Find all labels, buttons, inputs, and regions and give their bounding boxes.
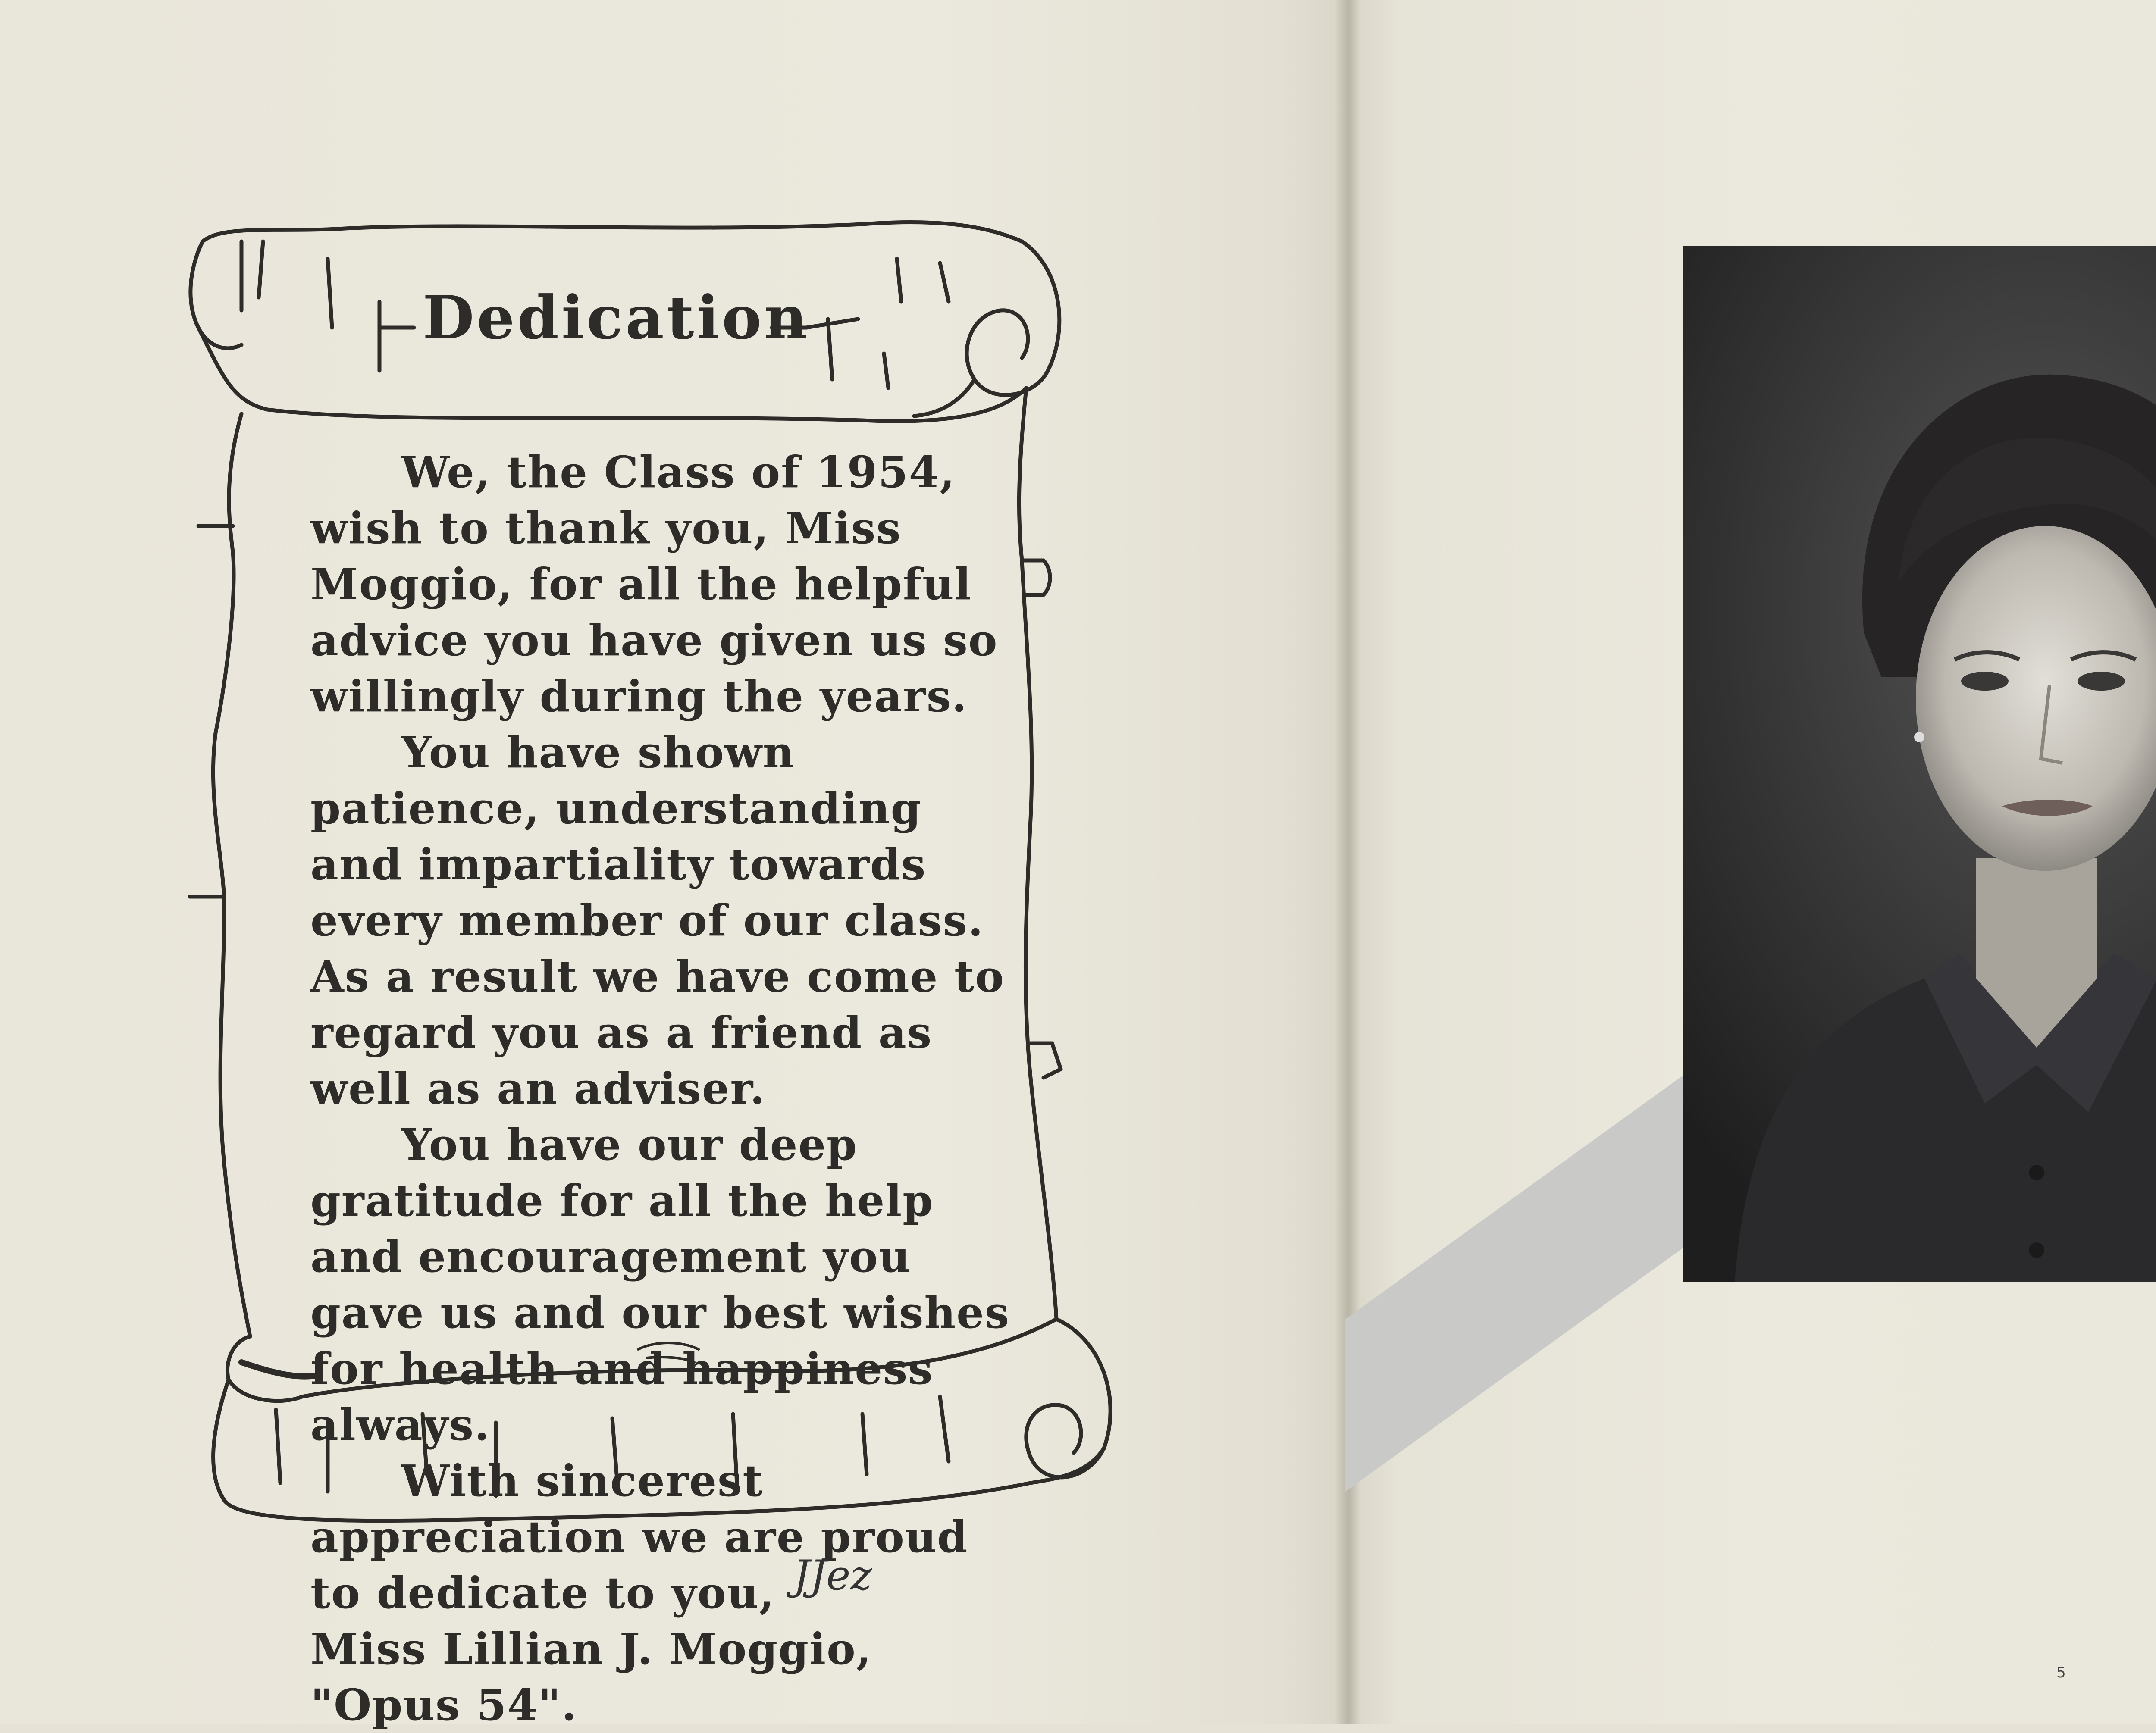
dedication-paragraph: We, the Class of 1954, wish to thank you, Miss Moggio, for all the helpful advice you have given us so willingly during the years. [310, 447, 998, 722]
dedication-paragraph: With sincerest appreciation we are proud to dedicate to you, [310, 1455, 968, 1618]
page-number: 5 [2056, 1664, 2066, 1681]
dedication-paragraph: You have shown patience, understanding and impartiality towards every member of our class. As a result we have come to regard you as a friend as well as an adviser. [310, 727, 1005, 1114]
dedication-paragraph: You have our deep gratitude for all the help and encouragement you gave us and our best wishes for health and happiness always. [310, 1119, 1010, 1450]
dedication-signature: Miss Lillian J. Moggio, "Opus 54". [310, 1624, 872, 1730]
dedication-title: Dedication [423, 282, 810, 353]
portrait-photo [1683, 246, 2156, 1282]
dedication-body [310, 444, 1018, 1733]
artist-monogram: JJez [793, 1552, 872, 1599]
